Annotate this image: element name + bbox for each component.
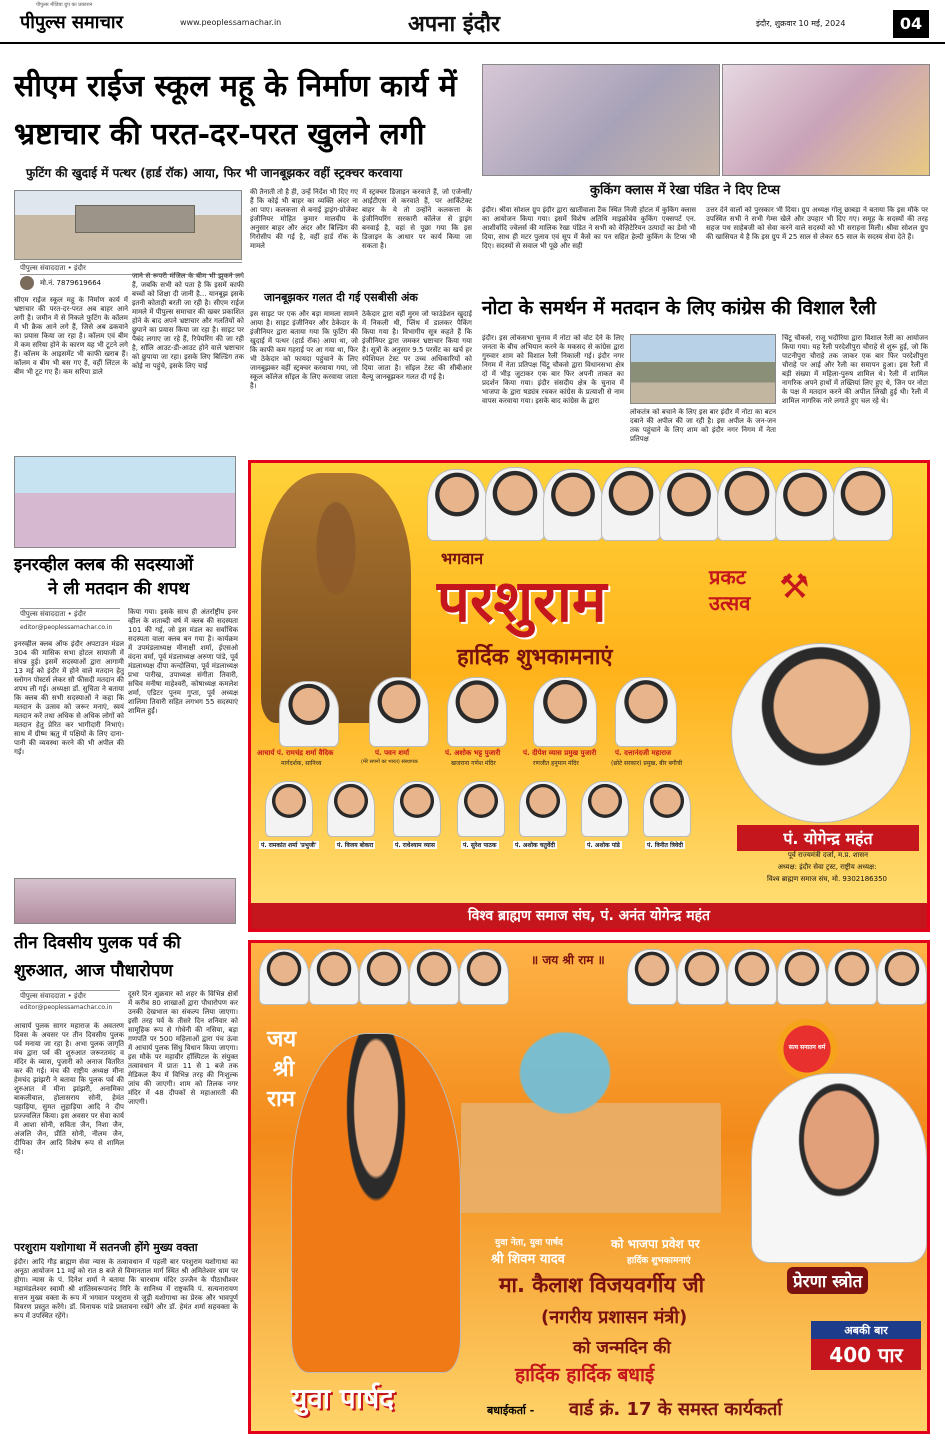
leader-left-5 [459,949,509,1005]
lead-col2: जाने से रूपरी मंजिल के बीम भी झुकने लगे हैं, जबकि सभी को पता है कि इसमें काफी बच्चों को शिक्षा दी जानी है... यानबूझ इसके इतनी कोताही बरती जा रही है। सीएम राईज मामले में पीपुल्स समाचार की खबर प्रकाशित होने के बाद अपने भ्रष्टाचार और गलतियों को छुपाने का प्रयास किया जा रहा है। साइट पर पैबंद लगाए जा रहे हैं, रिपेयरिंग की जा रही है, साॅलि आउट-डी-आउट होने वाले भ्रष्टाचार को छुपाया जा रहा। इसके लिए बिल्डिंग तक कोई ना पहुंचे, इसके लिए चाई [132,272,244,370]
lead-col3: की तैनाती तो है ही, उन्हें निर्देश भी दिए गए हैं कि कोई भी बाहर का व्यक्ति अंदर ना आ पाए। कलकत्ता से बनाई ड्राइंग-प्रोजेक्ट इंजीनियर मोहित कुमार मालवीय के अनुसार बाहर और अंदर और बिल्डिंग की गिरोसीप की गई है, वहीं हार्ड रॉक के मामले [250,188,358,250]
rally-photo [630,334,776,404]
ad2-jai: जय [267,1027,297,1052]
pulak-col1: आचार्य पुलक सागर महाराज के अवतरण दिवस के अवसर पर तीन दिवसीय पुलक पर्व मनाया जा रहा है। अभा पुलक जागृति मंच द्वारा पर्व की शुरुआत जरूरतमंद व मंदिर के व्यास, पुजारी को अनाज वितरित कर की गई। मंच की राष्ट्रीय अध्यक्ष मीना हेमचंद झांझरी ने बताया कि पुलक पर्व की शुरुआत में मीना झांझरी, अनामिका बाकलीवाल, होलासराय सोनी, हेमंत पहाड़िया, सुमत लुहाड़िया आदि ने दीप प्रज्ज्वलित किया। इस अवसर पर सेवा कार्य में आशा सोनी, सविता जैन, निशा जैन, अंजलि जैन, प्रीति सोनी, नीलम जैन, दीपिका जैन आदि विशेष रूप से शामिल रहे। [14,1022,124,1156]
lead-headline-2: भ्रष्टाचार की परत-दर-परत खुलने लगी [14,117,425,152]
leader-right-1 [627,949,677,1005]
page-number: 04 [893,10,929,38]
ad-birthday [248,940,930,1434]
masthead-tagline: पीपुल्स मीडिया ग्रुप का प्रकाशन [36,2,93,8]
member-photo-5 [519,781,567,837]
main-person-photo [731,643,911,823]
member-photo-3 [393,781,441,837]
member-name-1: पं. रामकांत शर्मा 'प्रभुजी' [261,842,317,849]
guest-photo-5 [615,677,677,747]
leader-photo-6 [717,467,777,541]
ad2-footer-b: वार्ड क्रं. 17 के समस्त कार्यकर्ता [569,1399,783,1420]
ad1-prakat: प्रकट [709,565,746,589]
ad2-yuva: युवा पार्षद [291,1382,395,1415]
leader-left-4 [409,949,459,1005]
ad1-main-name: पं. योगेन्द्र महंत [737,825,919,851]
section-title: अपना इंदौर [408,11,501,37]
cooking-photo-2 [722,64,930,176]
ad2-prerna: प्रेरणा स्त्रोत [787,1267,868,1294]
member-name-2: पं. विजय बोकरा [337,842,374,849]
leader-right-6 [877,949,927,1005]
ad2-line1b: श्री शिवम यादव [491,1252,565,1267]
guest-photo-1 [279,681,339,747]
leader-photo-4 [601,467,661,541]
member-name-3: पं. राधेश्याम व्यास [395,842,435,849]
nota-col2: लोकतंत्र को बचाने के लिए इस बार इंदौर में नोटा का बटन दबाने की अपील की जा रही है। इस अपील के जन-जन तक पहुंचाने के लिए शाम को इंदौर नगर निगम में नेता प्रतिपक्ष [630,408,776,443]
member-name-7: पं. विनीत त्रिवेदी [647,842,684,849]
ad1-footer: विश्व ब्राह्मण समाज संघ, पं. अनंत योगेन्द्र महंत [251,903,927,929]
pulak-email[interactable]: editor@peoplessamachar.co.in [20,1004,113,1011]
ad2-abki: अबकी बार [811,1321,921,1340]
lead-box-col1: इस साइट पर एक और बड़ा मामला सामने आया है। साइट इंजीनियर और ठेकेदार के इंजीनियर द्वारा बताया गया कि फुटिंग की खुदाई में पत्थर (हार्ड रॉक) आया था, जो कि काफी कम गहराई पर आ गया था, फिर भी ठेकेदार को फायदा पहुंचाने के लिए जानबूझकर वहीं स्ट्रक्चर करवाया गया, जो स्कूल कॉलेज सॉइल के लिए करवाया जाता है। [250,310,358,390]
lead-subhead: फुटिंग की खुदाई में पत्थर (हार्ड रॉक) आया, फिर भी जानबूझकर वहीं स्ट्रक्चर करवाया [26,166,403,180]
guest-name-1: आचार्य पं. रामचंद्र शर्मा वैदिक [257,749,334,757]
ad2-ram: राम [267,1087,295,1112]
innerwheel-byline: पीपुल्स संवाददाता • इंदौर [20,608,120,621]
lead-box-title: जानबूझकर गलत दी गई एसबीसी अंक [264,291,418,304]
leader-photo-1 [427,469,487,541]
ad2-line1d: हार्दिक शुभकामनाएं [627,1256,691,1266]
ad1-wishes: हार्दिक शुभकामनाएं [457,645,613,670]
lead-headline-1: सीएम राईज स्कूल महू के निर्माण कार्य में [14,69,457,104]
ad1-title: परशुराम [437,567,607,635]
ad2-title-role: (नगरीय प्रशासन मंत्री) [541,1307,688,1328]
kailash-photo [751,1073,927,1263]
ad2-name: मा. कैलाश विजयवर्गीय जी [499,1273,705,1297]
guest-role-5: (छोटे सरकार) प्रमुख, बीर बगीची [611,760,683,767]
ad2-shri: श्री [273,1057,295,1082]
masthead-website[interactable]: www.peoplessamachar.in [180,18,282,27]
construction-photo [14,190,242,260]
innerwheel-email[interactable]: editor@peoplessamachar.co.in [20,624,113,631]
leader-left-3 [359,949,409,1005]
guest-photo-2 [369,677,429,747]
cooking-caption: कुकिंग क्लास में रेखा पंडित ने दिए टिप्स [590,183,781,198]
cooking-photo-1 [482,64,720,176]
pulak-col2: दूसरे दिन शुक्रवार को शहर के विभिन्न क्षेत्रों में करीब 80 शाखाओं द्वारा पौधारोपण कर उनकी देखभाल का संकल्प लिया जाएगा। इसी तरह पर्व के तीसरे दिन शनिवार को सामूहिक रूप से गोधेनी की नसिया, बड़ा गणपति पर 500 महिलाओं द्वारा पंच ऊंवा में आचार्य पुलक सिंधु विधान किया जाएगा। इस मौके पर महावीर हॉस्पिटल के संयुक्त तत्वावधान में प्रातः 11 से 1 बजे तक मेडिकल कैंप में विभिन्न तरह की निःशुल्क जांच की जाएगी। शाम को तिलक नगर मंदिर में 48 दीपकों से महाआरती की जाएगी। [128,990,238,1106]
leader-right-2 [677,949,727,1005]
ad1-bhagwan: भगवान [441,549,484,568]
reporter-thumb [20,276,34,290]
leader-left-1 [259,949,309,1005]
ad1-main-role-3: विश्व ब्राह्मण समाज संघ, मो. 9302186350 [767,875,887,883]
guest-name-5: पं. दत्तानंदजी महाराज [615,749,672,757]
ad2-badhai: हार्दिक हार्दिक बधाई [515,1364,655,1386]
leader-right-3 [727,949,777,1005]
guest-role-1: मार्गदर्शक, सानिध्य [281,760,322,767]
guest-name-2: पं. पवन शर्मा [375,749,410,757]
ad1-utsav: उत्सव [709,591,751,615]
axe-icon: ⚒ [779,567,810,607]
ad1-main-role-1: पूर्व राज्यमंत्री दर्जा, म.प्र. शासन [787,851,869,859]
guest-photo-3 [447,677,507,747]
guest-role-4: रणजीत हनुमान मंदिर [533,760,579,767]
ram-temple-art [461,1013,721,1213]
pulak-headline-2: शुरुआत, आज पौधारोपण [14,961,173,981]
cooking-col2: उत्तर देने वालों को पुरस्कार भी दिया। ग्रुप अध्यक्ष गोलू छाबड़ा ने बताया कि इस मौके पर उपस्थित सभी ने सभी गेम्स खेले और उपहार भी दिए गए। समूह के सदस्यों की तरह सहज पथ साहेबजी को सेवा करने वाले सदस्यों को भी सराहना मिली। श्रीवा सोशल ग्रुप की खासियत ये है कि इस ग्रुप में 25 साल से लेकर 65 साल के सदस्य सेवा देते हैं। [706,206,928,241]
dateline: इंदौर, शुक्रवार 10 मई, 2024 [756,19,846,28]
ad2-emblem: सत्य सनातन धर्म [788,1044,826,1051]
masthead-logo: पीपुल्स समाचार [20,12,123,33]
ad-parshuram [248,460,930,932]
ad1-main-role-2: अध्यक्ष: इंदौर सेवा ट्रस्ट, राष्ट्रीय अध्यक्ष: [777,863,877,871]
nota-headline: नोटा के समर्थन में मतदान के लिए कांग्रेस की विशाल रैली [482,297,876,319]
leader-photo-3 [543,469,603,541]
innerwheel-headline-2: ने ली मतदान की शपथ [48,579,190,599]
guest-name-3: पं. अशोक भट्ट पुजारी [445,749,501,757]
ad2-birthday: को जन्मदिन की [573,1338,671,1358]
leader-right-5 [827,949,877,1005]
ad2-line1a: युवा नेता, युवा पार्षद [495,1238,563,1248]
lead-col4: में स्ट्रक्चर डिजाइन करवाते हैं, जो एजेन्सी/आईटीएस से करवाते हैं, पर आर्किटेक्ट बाहर के ये तो उन्होंने कलकत्ता के इंजीनियरिंग सरकारी कॉलेज से ड्राइंग बनवाई है, वहां से पूछा गया कि इस डिजाइन के आधार पर कार्य किया जा सकता है। [362,188,472,250]
guest-role-3: खजराना गणेश मंदिर [451,760,496,767]
leader-right-4 [777,949,827,1005]
innerwheel-col2: किया गया। इसके साथ ही अंतर्राष्ट्रीय इनर व्हील के शताब्दी वर्ष में क्लब की सदस्यता 101 की गई, जो इस मंडल का सर्वाधिक सदस्यता वाला क्लब बन गया है। कार्यक्रम में उपमंडलाध्यक्ष मीनाक्षी शर्मा, ईएसओ वंदना वर्मा, पूर्व मंडलाध्यक्ष अरुणा पांडे, पूर्व मंडलाध्यक्ष दीपा कन्दोलिया, पूर्व मंडलाध्यक्ष प्रभा पारीख, उपाध्यक्ष संगीता तिवारी, सचिव मनीषा माहेश्वरी, कोषाध्यक्ष कमलेश शर्मा, एडिटर पूनम गुप्ता, पूर्व अध्यक्ष शालिमा तिवारी सहित लगभग 55 सदस्याएं शामिल हुईं। [128,608,238,715]
ad2-footer-a: बधाईकर्ता - [487,1404,535,1417]
leader-photo-2 [485,467,545,541]
ad2-top: ॥ जय श्री राम ॥ [531,953,605,967]
lead-col1: सीएम राईज स्कूल महू के निर्माण कार्य में भ्रष्टाचार की परत-दर-परत अब बाहर आने लगी है। जमीन में से निकले फुटिंग के कॉलम में भी क्रैक आने लगे हैं, जिसे अब ढकवाने का प्रयास किया जा रहा है। कॉलम एवं बीम में कम सरिया होने के कारण यह भी टूटने लगे हैं। कॉलम के आइसमेंट भी काफी खराब हैं। कॉलम व बीम भी बस गए हैं, वहीं लिंटल के बीम भी टूट गए हैं। कम सरिया डाले [14,296,128,376]
leader-photo-5 [659,469,719,541]
innerwheel-col1: इनरव्हील क्लब ऑफ इंदौर अपटाउन मंडल 304 की मासिक सभा होटल सायाजी में संपन्न हुई। इसमें सदस्याओं द्वारा आगामी 13 मई को इंदौर में होने वाले मतदान हेतु स्लोगन पोस्टर्स लेकर सौ फीसदी मतदान की शपथ ली गई। अध्यक्षा डॉ. सुचिता ने बताया कि क्लब की सभी सदस्याओं ने कहा कि मतदान के उत्सव को जरूर मनाएं, स्वयं मतदान करें तथा अधिक से अधिक लोगों को मतदान हेतु प्रेरित कर भागीदारी निभाएं। साथ में ग्रीष्म ऋतु में पक्षियों के लिए दाना-पानी की व्यवस्था करने की भी अपील की गई। [14,640,124,756]
cooking-col1: इंदौर। श्रीवा सोशल ग्रुप इंदौर द्वारा खातीवाला टैंक स्थित निजी होटल में कुकिंग क्लास का आयोजन किया गया। इसमें विशेष अतिथि माइक्रोवेव कुकिंग एक्सपर्ट एन. आशीर्वादि ज्वेलर्स की मालिक रेखा पंडित ने सभी को वेज़िटेरियन उत्पादों का डेमो भी दिया, साथ ही मटर पुलाव एवं सूप में कैसे का पन सहित हेल्दी कुकिंग के टिप्स भी दिए। सदस्यों से सवाल भी पूछे और सही [482,206,696,250]
leader-photo-8 [833,467,893,541]
leader-photo-7 [775,469,835,541]
ad2-paar: 400 पार [811,1339,921,1370]
member-photo-1 [265,781,313,837]
shivam-photo [291,1033,461,1373]
guest-role-2: (मेरे सपनों का भारत) संस्थापक [361,759,418,765]
ad2-line1c: को भाजपा प्रवेश पर [611,1237,700,1251]
guest-photo-4 [533,677,597,747]
parshuram-news-body: इंदौर। आदि गौड़ ब्राह्मण सेवा न्यास के तत्वावधान में पहली बार परशुराम यशोगाथा का अनूठा आयोजन 11 मई को रात 8 बजे से विमानताल मार्ग स्थित श्री अमितेश्वर धाम पर होगा। न्यास के पं. दिनेश शर्मा ने बताया कि चारधाम मंदिर उज्जैन के पीठाधीश्वर महामंडलेश्वर स्वामी श्री शांतिस्वरूपानंद गिरि के सानिध्य में राष्ट्रकवि पं. सत्यनारायण सत्तन मुख्य वक्ता के रूप में भगवान परशुराम से जुड़ी यशोगाथा का प्रेरक और भावपूर्ण विवरण प्रस्तुत करेंगे। डॉ. विनायक पांडे प्रस्तावना रखेंगे और डॉ. हेमंत शर्मा सहवक्ता के रूप में उपस्थित रहेंगे। [14,1258,238,1320]
member-photo-6 [581,781,629,837]
member-photo-7 [643,781,691,837]
lead-box-col2: ठेकेदार द्वारा वहीं मुरम जो फाउंडेशन खुदाई में निकली थी, प्लिंथ में डालकर पैकिंग किया गया है। विभागीय सूत्र कहते हैं कि इंजीनियर द्वारा जमकर भ्रष्टाचार किया गया है। सूत्रों के अनुसार 9.5 परसेंट का खर्च हर स्पेशियल टेस्ट पर उच्च अधिकारियों को दिया जाता है। सॉइल टेस्ट की सीबीआर वैल्यू जानबूझकर गलत दी गई है। [362,310,472,381]
pulak-byline: पीपुल्स संवाददाता • इंदौर [20,990,120,1003]
reporter-mobile: मो.नं. 7879619664 [40,279,102,287]
parshuram-news-headline: परशुराम यशोगाथा में सतनजी होंगे मुख्य वक्ता [14,1241,198,1254]
member-name-6: पं. अशोक पांडे [587,842,620,849]
guest-name-4: पं. दीपेश व्यास प्रमुख पुजारी [523,749,597,757]
masthead [0,0,945,44]
nota-col3: चिंटू चौकसे, राजू भदौरिया द्वारा विशाल रैली का आयोजन किया गया। यह रैली परदेशीपुरा चौराहे से शुरू हुई, जो कि पाटनीपुरा चौराहे तक जाकर एक बार फिर परदेशीपुरा चौराहे पर आई और रैली का समापन हुआ। इस रैली में बड़ी संख्या में महिला-पुरुष शामिल थे। रैली में शामिल नागरिक अपने हाथों में तख्तियां लिए हुए थे, जिन पर नोटा के पक्ष में मतदान करने की अपील लिखी हुई थी। रैली में शामिल नागरिक नारे लगाते हुए चल रहे थे। [782,334,928,405]
building-shape [75,205,195,233]
member-name-5: पं. अशोक चतुर्वेदी [515,842,555,849]
innerwheel-headline-1: इनरव्हील क्लब की सदस्याओं [14,555,194,575]
innerwheel-photo [14,456,236,548]
pulak-photo [14,878,236,924]
member-photo-4 [457,781,505,837]
pulak-headline-1: तीन दिवसीय पुलक पर्व की [14,933,181,953]
nota-col1: इंदौर। इस लोकसभा चुनाव में नोटा को वोट देने के लिए जनता के बीच अभियान करने के मकसद से कांग्रेस द्वारा गुरुवार शाम को विशाल रैली निकाली गई। इंदौर नगर निगम में नेता प्रतिपक्ष चिंटू चौकसे द्वारा विधानसभा क्षेत्र दो में भीड़ जुटाकर एक बार फिर अपनी ताकत का प्रदर्शन किया गया। इंदौर संसदीय क्षेत्र के चुनाव में भाजपा के द्वारा षड्यंत्र रचकर कांग्रेस के प्रत्याशी से नाम वापस करवाया गया। इसके बाद कांग्रेस के द्वारा [482,334,624,405]
member-photo-2 [327,781,375,837]
lead-byline: पीपुल्स संवाददाता • इंदौर [20,262,242,275]
member-name-4: पं. सुरेश पाठक [463,842,497,849]
leader-left-2 [309,949,359,1005]
